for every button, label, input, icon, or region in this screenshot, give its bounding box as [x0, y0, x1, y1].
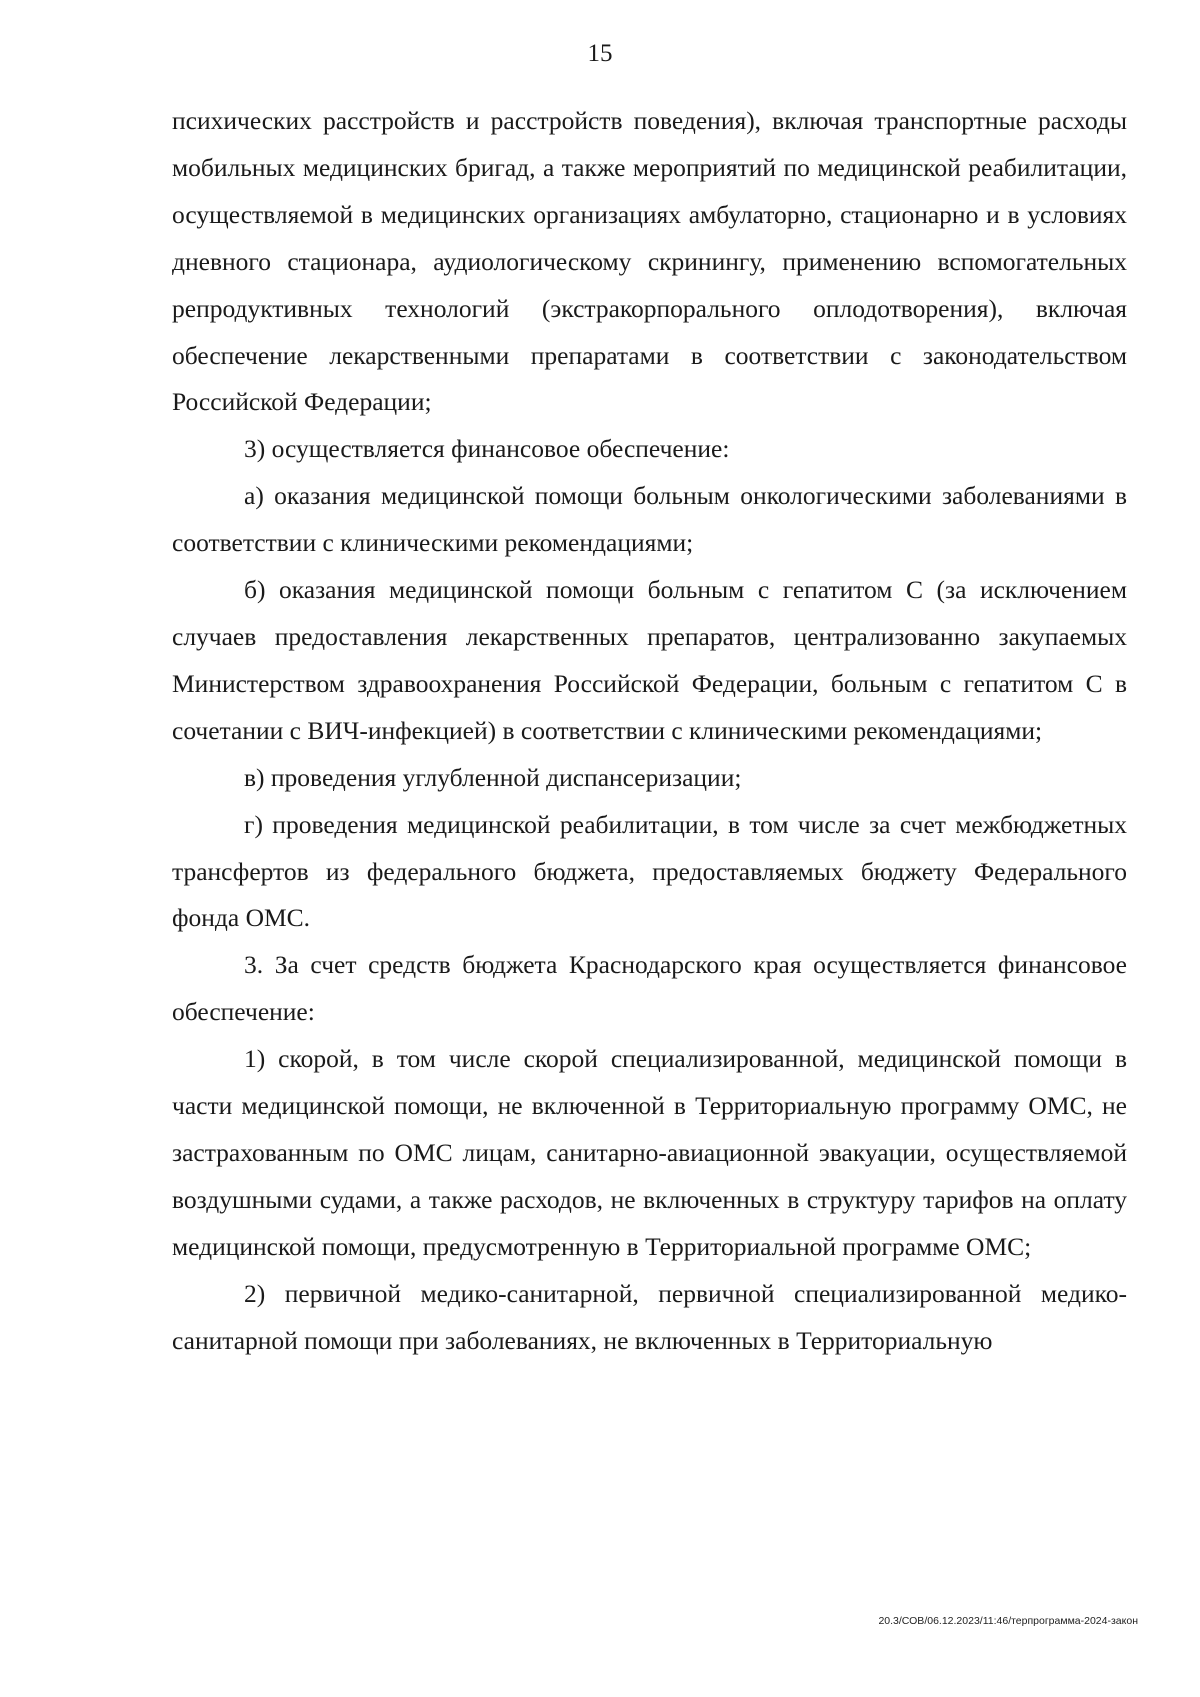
paragraph-item-g: г) проведения медицинской реабилитации, в том числе за счет межбюджетных трансфертов из федерального бюджета, предоставляемых бюджету Федерального фонда ОМС. [172, 809, 1127, 933]
paragraph-continuation: психических расстройств и расстройств поведения), включая транспортные расходы мобильных медицинских бригад, а также мероприятий по медицинской реабилитации, осуществляемой в медицинских организациях амбулаторно, стационарно и в условиях дневного стационара, аудиологическому скринингу, применению вспомогательных репродуктивных технологий (экстракорпорального оплодотворения), включая обеспечение лекарственными препаратами в соответствии с законодательством Российской Федерации; [172, 106, 1127, 417]
paragraph-item-b: б) оказания медицинской помощи больным с гепатитом С (за исключением случаев предоставления лекарственных препаратов, централизованно закупаемых Министерством здравоохранения Российской Федерации, больным с гепатитом С в сочетании с ВИЧ-инфекцией) в соответствии с клиническими рекомендациями; [172, 575, 1127, 745]
paragraph-item-v: в) проведения углубленной диспансеризации; [244, 762, 742, 792]
paragraph-item-1: 1) скорой, в том числе скорой специализированной, медицинской помощи в части медицинской помощи, не включенной в Территориальную программу ОМС, не застрахованным по ОМС лицам, санитарно-авиационной эвакуации, осуществляемой воздушными судами, а также расходов, не включенных в структуру тарифов на оплату медицинской помощи, предусмотренную в Территориальной программе ОМС; [172, 1044, 1127, 1261]
page-number: 15 [587, 40, 613, 67]
paragraph-section-3: 3. За счет средств бюджета Краснодарского края осуществляется финансовое обеспечение: [172, 950, 1127, 1027]
document-body [172, 98, 1127, 1364]
paragraph-item-2: 2) первичной медико-санитарной, первичной специализированной медико-санитарной помощи при заболеваниях, не включенных в Территориальную [172, 1278, 1127, 1355]
paragraph-item-3: 3) осуществляется финансовое обеспечение: [244, 434, 730, 464]
footer-stamp: 20.3/СОВ/06.12.2023/11:46/терпрограмма-2024-закон [878, 1615, 1138, 1627]
paragraph-item-a: а) оказания медицинской помощи больным онкологическими заболеваниями в соответствии с клиническими рекомендациями; [172, 481, 1127, 558]
